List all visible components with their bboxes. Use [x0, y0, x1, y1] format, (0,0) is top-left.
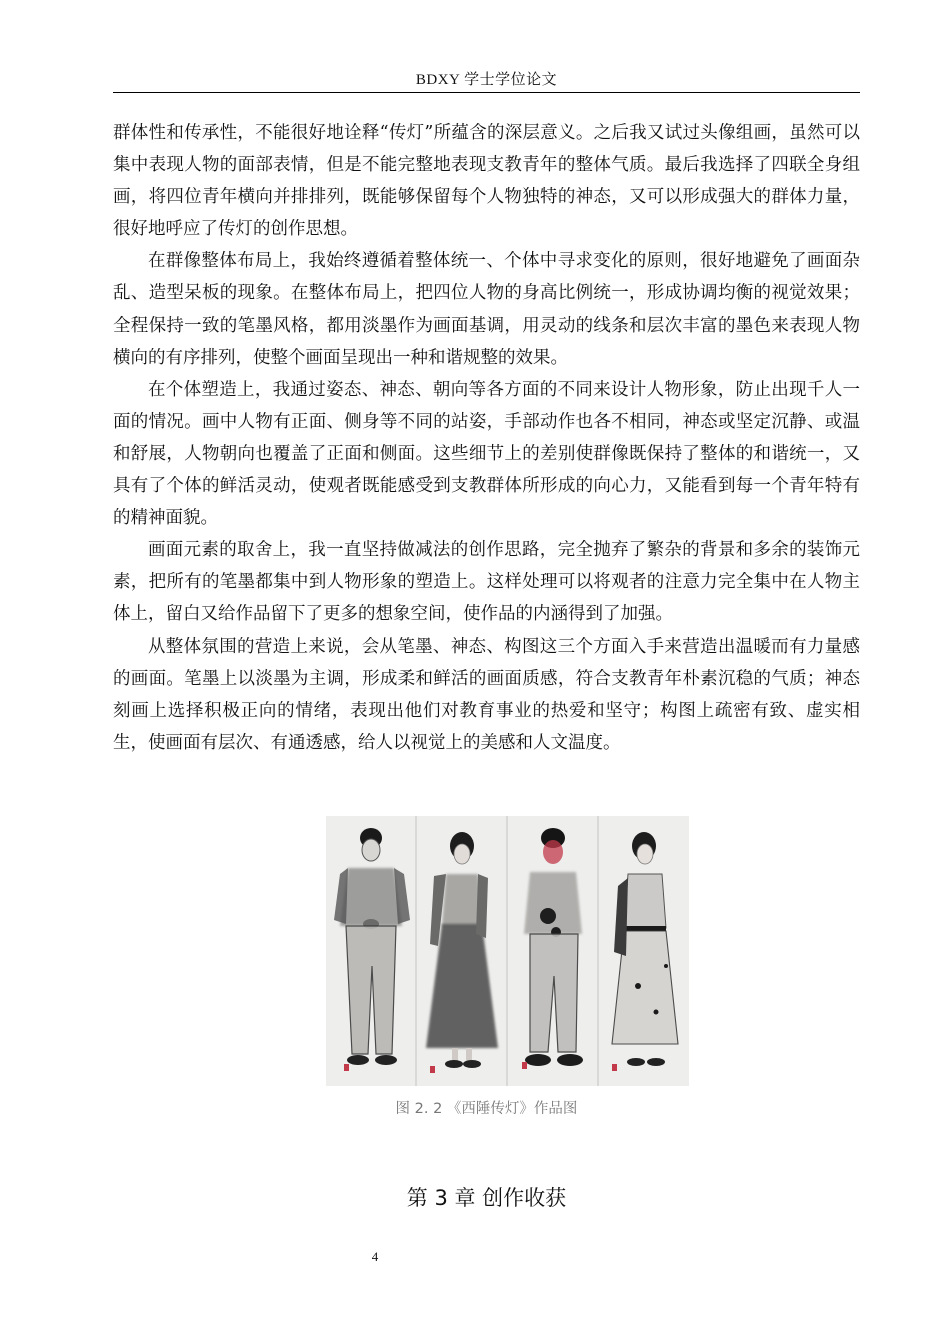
page-number: 4: [371, 1249, 379, 1264]
paragraph: 画面元素的取舍上，我一直坚持做减法的创作思路，完全抛弃了繁杂的背景和多余的装饰元素，把所有的笔墨都集中到人物形象的塑造上。这样处理可以将观者的注意力完全集中在人物主体上，留白又给作品留下了更多的想象空间，使作品的内涵得到了加强。: [113, 540, 860, 625]
paragraph: 群体性和传承性，不能很好地诠释“传灯”所蕴含的深层意义。之后我又试过头像组画，虽然可以集中表现人物的面部表情，但是不能完整地表现支教青年的整体气质。最后我选择了四联全身组画，将四位青年横向并排排列，既能够保留每个人物独特的神态，又可以形成强大的群体力量，很好地呼应了传灯的创作思想。: [113, 123, 860, 240]
body-text: [113, 117, 860, 759]
seal-mark: [430, 1066, 435, 1073]
painted-figure-2: [426, 832, 498, 1068]
chapter-heading: 第 3 章 创作收获: [406, 1186, 567, 1210]
header-rule: [113, 92, 860, 93]
seal-mark: [344, 1064, 349, 1071]
artwork-figure: [326, 816, 689, 1086]
seal-mark: [612, 1064, 617, 1071]
painted-figure-4: [612, 832, 678, 1066]
painted-figure-3: [524, 828, 583, 1066]
figure-caption: 图 2. 2 《西陲传灯》作品图: [395, 1101, 578, 1117]
seal-mark: [522, 1062, 527, 1069]
paragraph: 从整体氛围的营造上来说，会从笔墨、神态、构图这三个方面入手来营造出温暖而有力量感的画面。笔墨上以淡墨为主调，形成柔和鲜活的画面质感，符合支教青年朴素沉稳的气质；神态刻画上选择积极正向的情绪，表现出他们对教育事业的热爱和坚守；构图上疏密有致、虚实相生，使画面有层次、有通透感，给人以视觉上的美感和人文温度。: [113, 636, 860, 753]
paragraph: 在群像整体布局上，我始终遵循着整体统一、个体中寻求变化的原则，很好地避免了画面杂乱、造型呆板的现象。在整体布局上，把四位人物的身高比例统一，形成协调均衡的视觉效果；全程保持一致的笔墨风格，都用淡墨作为画面基调，用灵动的线条和层次丰富的墨色来表现人物横向的有序排列，使整个画面呈现出一种和谐规整的效果。: [113, 251, 860, 368]
paragraph: 在个体塑造上，我通过姿态、神态、朝向等各方面的不同来设计人物形象，防止出现千人一面的情况。画中人物有正面、侧身等不同的站姿，手部动作也各不相同，神态或坚定沉静、或温和舒展，人物朝向也覆盖了正面和侧面。这些细节上的差别使群像既保持了整体的和谐统一，又具有了个体的鲜活灵动，使观者既能感受到支教群体所形成的向心力，又能看到每一个青年特有的精神面貌。: [113, 379, 860, 529]
painted-figure-1: [334, 828, 410, 1065]
ink-painting-image: [326, 816, 689, 1086]
running-header: BDXY 学士学位论文: [415, 72, 558, 88]
